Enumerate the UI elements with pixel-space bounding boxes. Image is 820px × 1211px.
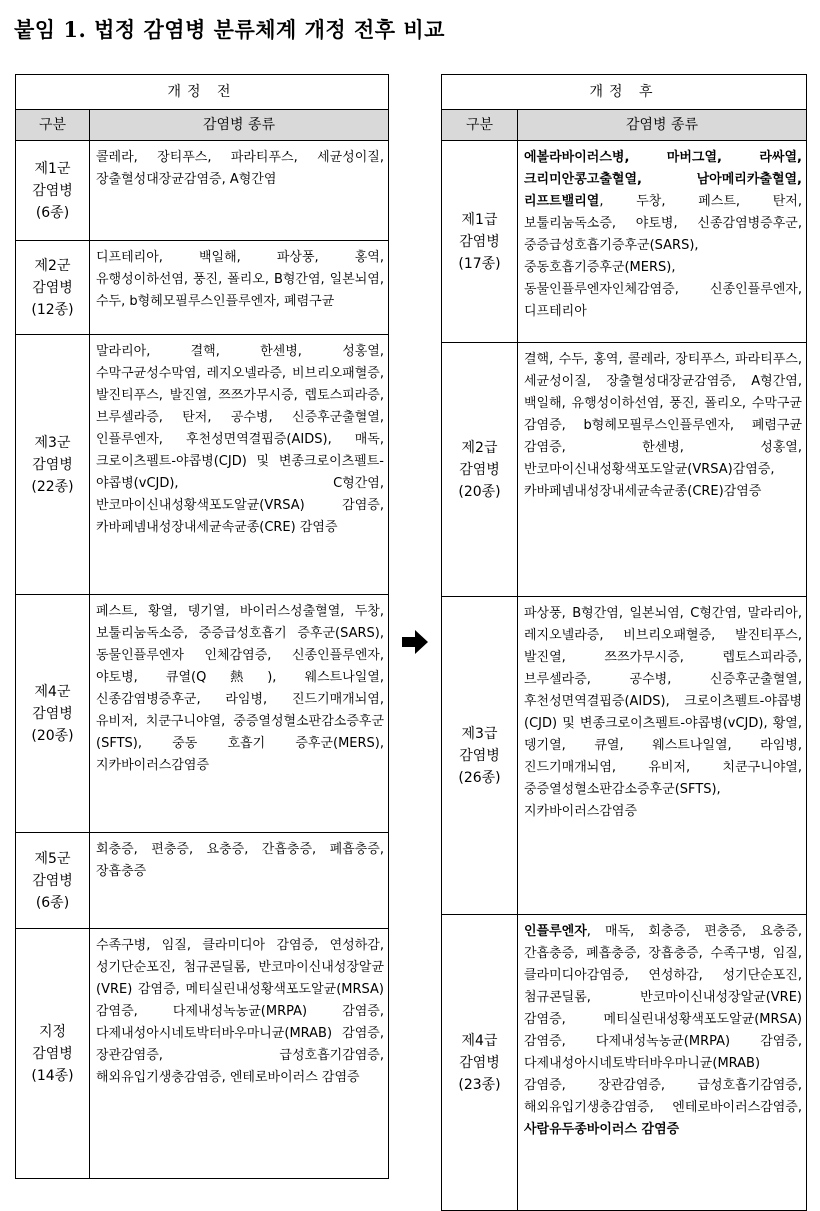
before-table-header: 개정 전 xyxy=(16,75,389,110)
disease-list-cell xyxy=(518,915,807,1211)
disease-list-cell xyxy=(518,597,807,915)
category-label-line: 감염병 xyxy=(32,705,73,722)
category-cell xyxy=(16,833,90,929)
category-label-line: 감염병 xyxy=(32,456,73,473)
diseases-column-header: 감염병 종류 xyxy=(518,110,807,141)
disease-list-cell xyxy=(90,595,389,833)
disease-list-text: 말라리아, 결핵, 한센병, 성홍열, 수막구균성수막염, 레지오넬라증, 비브리오패혈증, 발진티푸스, 발진열, 쯔쯔가무시증, 렙토스피라증, 브루셀라증, 탄저, 공수병, 신증후군출혈열, 인플루엔자, 후천성면역결핍증(AIDS), 매독, 크로이츠펠트-야콥병(CJD) 및 변종크로이츠펠트-야콥병(vCJD), C형간염, 반코마이신내성황색포도알균(VRSA) 감염증, 카바페넴내성장내세균속균종(CRE) 감염증 xyxy=(96,344,384,535)
table-row xyxy=(16,335,389,595)
table-row xyxy=(442,597,807,915)
category-label-line: (20종) xyxy=(458,483,501,500)
before-table-body xyxy=(16,141,389,1179)
disease-list-text: 콜레라, 장티푸스, 파라티푸스, 세균성이질, 장출혈성대장균감염증, A형간염 xyxy=(96,150,384,187)
table-row xyxy=(16,595,389,833)
category-label-line: (26종) xyxy=(458,769,501,786)
disease-list-text: 디프테리아, 백일해, 파상풍, 홍역, 유행성이하선염, 풍진, 폴리오, B형간염, 일본뇌염, 수두, b형헤모필루스인플루엔자, 폐렴구균 xyxy=(96,250,384,309)
category-label-line: 제5군 xyxy=(34,850,71,867)
category-column-header: 구분 xyxy=(16,110,90,141)
disease-list-cell xyxy=(90,929,389,1179)
category-cell xyxy=(16,595,90,833)
category-label-line: (12종) xyxy=(31,301,74,318)
after-table xyxy=(441,74,807,1211)
disease-list-cell xyxy=(90,833,389,929)
disease-list-text: , 매독, 회충증, 편충증, 요충증, 간흡충증, 폐흡충증, 장흡충증, 수족구병, 임질, 클라미디아감염증, 연성하감, 성기단순포진, 첨규콘딜롬, 반코마이신내성장알균(VRE) 감염증, 메티실린내성황색포도알균(MRSA) 감염증, 다제내성녹농균(MRPA) 감염증, 다제내성아시네토박터바우마니균(MRAB) 감염증, 장관감염증, 급성호흡기감염증, 해외유입기생충감염증, 엔테로바이러스감염증, xyxy=(524,924,802,1115)
category-label-line: (6종) xyxy=(35,204,70,221)
table-row xyxy=(442,141,807,343)
category-column-header: 구분 xyxy=(442,110,518,141)
disease-list-text: 파상풍, B형간염, 일본뇌염, C형간염, 말라리아, 레지오넬라증, 비브리오패혈증, 발진티푸스, 발진열, 쯔쯔가무시증, 렙토스피라증, 브루셀라증, 공수병, 신증후군출혈열, 후천성면역결핍증(AIDS), 크로이츠펠트-야콥병(CJD) 및 변종크로이츠펠트-야콥병(vCJD), 황열, 뎅기열, 큐열, 웨스트나일열, 라임병, 진드기매개뇌염, 유비저, 치쿤구니야열, 중증열성혈소판감소증후군(SFTS), 지카바이러스감염증 xyxy=(524,606,802,819)
category-cell xyxy=(16,335,90,595)
category-label-line: 감염병 xyxy=(459,233,500,250)
table-row xyxy=(16,929,389,1179)
category-label-line: 제2급 xyxy=(461,439,498,456)
category-label-line: 감염병 xyxy=(32,182,73,199)
category-label-line: 감염병 xyxy=(32,279,73,296)
category-label-line: 제3군 xyxy=(34,434,71,451)
disease-list-text: 수족구병, 임질, 클라미디아 감염증, 연성하감, 성기단순포진, 첨규콘딜롬, 반코마이신내성장알균(VRE) 감염증, 메티실린내성황색포도알균(MRSA) 감염증, 다제내성녹농균(MRPA) 감염증, 다제내성아시네토박터바우마니균(MRAB) 감염증, 장관감염증, 급성호흡기감염증, 해외유입기생충감염증, 엔테로바이러스 감염증 xyxy=(96,938,384,1085)
disease-list-text: 회충증, 편충증, 요충증, 간흡충증, 폐흡충증, 장흡충증 xyxy=(96,842,384,879)
category-label-line: (6종) xyxy=(35,894,70,911)
category-label-line: 감염병 xyxy=(459,461,500,478)
disease-list-text: , 두창, 페스트, 탄저, 보툴리눔독소증, 야토병, 신종감염병증후군, 중증급성호흡기증후군(SARS), 중동호흡기증후군(MERS), 동물인플루엔자인체감염증, 신종인플루엔자, 디프테리아 xyxy=(524,194,802,319)
category-label-line: 제1군 xyxy=(34,160,71,177)
category-label-line: (23종) xyxy=(458,1076,501,1093)
table-row xyxy=(16,141,389,241)
category-label-line: (17종) xyxy=(458,255,501,272)
category-cell xyxy=(16,241,90,335)
category-label-line: 제4군 xyxy=(34,683,71,700)
table-row xyxy=(16,833,389,929)
diseases-column-header: 감염병 종류 xyxy=(90,110,389,141)
after-table-body xyxy=(442,141,807,1211)
table-row xyxy=(442,343,807,597)
table-row xyxy=(16,241,389,335)
category-label-line: 감염병 xyxy=(32,872,73,889)
page-title: 붙임 1. 법정 감염병 분류체계 개정 전후 비교 xyxy=(14,17,445,42)
category-cell xyxy=(442,915,518,1211)
arrow-right-icon xyxy=(400,627,430,657)
disease-list-cell xyxy=(90,141,389,241)
disease-list-text: 결핵, 수두, 홍역, 콜레라, 장티푸스, 파라티푸스, 세균성이질, 장출혈성대장균감염증, A형간염, 백일해, 유행성이하선염, 풍진, 폴리오, 수막구균 감염증, b형헤모필루스인플루엔자, 폐렴구균 감염증, 한센병, 성홍열, 반코마이신내성황색포도알균(VRSA)감염증, 카바페넴내성장내세균속균종(CRE)감염증 xyxy=(524,352,802,499)
category-cell xyxy=(442,597,518,915)
category-label-line: (22종) xyxy=(31,478,74,495)
disease-list-cell xyxy=(518,141,807,343)
category-label-line: 제1급 xyxy=(461,211,498,228)
category-label-line: 감염병 xyxy=(32,1045,73,1062)
table-row xyxy=(442,915,807,1211)
category-cell xyxy=(442,141,518,343)
new-disease-text: 에볼라바이러스병, 마버그열, 라싸열, 크리미안콩고출혈열, 남아메리카출혈열, 리프트밸리열 xyxy=(524,150,802,209)
new-disease-text: 사람유두종바이러스 감염증 xyxy=(524,1122,680,1137)
category-label-line: 제2군 xyxy=(34,257,71,274)
category-label-line: (20종) xyxy=(31,727,74,744)
disease-list-cell xyxy=(90,335,389,595)
disease-list-cell xyxy=(90,241,389,335)
category-cell xyxy=(16,929,90,1179)
category-label-line: 제3급 xyxy=(461,725,498,742)
disease-list-cell xyxy=(518,343,807,597)
after-table-header: 개정 후 xyxy=(442,75,807,110)
disease-list-text: 페스트, 황열, 뎅기열, 바이러스성출혈열, 두창, 보툴리눔독소증, 중증급성호흡기 증후군(SARS), 동물인플루엔자 인체감염증, 신종인플루엔자, 야토병, 큐열(Q熱), 웨스트나일열, 신종감염병증후군, 라임병, 진드기매개뇌염, 유비저, 치쿤구니야열, 중증열성혈소판감소증후군(SFTS), 중동 호흡기 증후군(MERS), 지카바이러스감염증 xyxy=(96,604,384,773)
category-cell xyxy=(16,141,90,241)
category-label-line: 감염병 xyxy=(459,1054,500,1071)
category-label-line: 감염병 xyxy=(459,747,500,764)
category-label-line: 제4급 xyxy=(461,1032,498,1049)
new-disease-text: 인플루엔자 xyxy=(524,924,587,939)
category-label-line: (14종) xyxy=(31,1067,74,1084)
before-table xyxy=(15,74,389,1179)
category-label-line: 지정 xyxy=(38,1023,67,1040)
category-cell xyxy=(442,343,518,597)
